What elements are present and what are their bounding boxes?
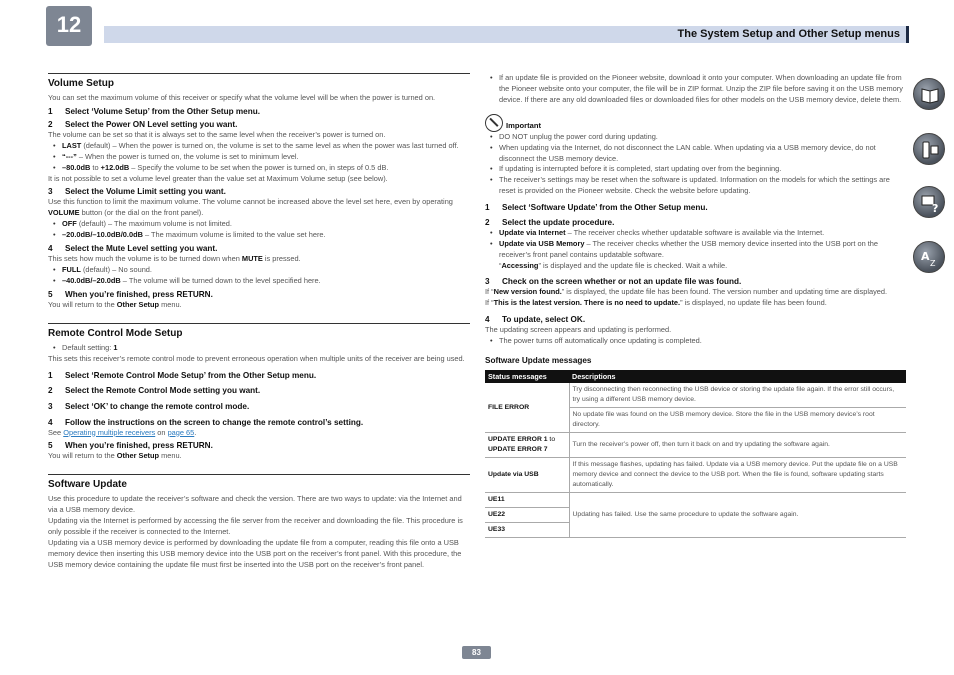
remote-icon[interactable]: [913, 133, 945, 165]
update-step-2-note: “Accessing” is displayed and the update file is checked. Wait a while.: [499, 260, 728, 270]
important-label: Important: [506, 121, 542, 131]
list-item: • OFF (default) – The maximum volume is not limited.: [48, 219, 470, 230]
volume-step-2-text: The volume can be set so that it is always set to the same level when the receiver’s power is turned on.: [48, 129, 386, 139]
table-row: [485, 458, 906, 493]
list-item: • DO NOT unplug the power cord during updating.: [485, 132, 906, 143]
svg-text:?: ?: [932, 202, 939, 213]
link-operating-multiple-receivers[interactable]: Operating multiple receivers: [63, 427, 156, 437]
list-item: • If an update file is provided on the Pioneer website, download it onto your computer. When downloading an update file from the Pioneer website onto your computer, the file will be in ZIP format. Unzip the ZIP file before saving it on the USB memory device. If there are any old downloaded files or downloaded files for other models on the USB memory device, delete them.: [485, 73, 906, 106]
status-file-error: FILE ERROR: [485, 383, 569, 433]
remote-step-5-text: You will return to the Other Setup menu.: [48, 451, 182, 461]
software-update-heading: Software Update: [48, 474, 470, 491]
chapter-tab: [46, 6, 92, 46]
page-header-title: The System Setup and Other Setup menus: [677, 28, 900, 40]
update-step-1: 1 Select ‘Software Update’ from the Other Setup menu.: [485, 203, 708, 213]
description-cell: If this message flashes, updating has failed. Update via a USB memory device. Put the update file on a USB memory device and connect the device to the USB port. When the file is found, software updating starts automatically.: [569, 458, 906, 493]
remote-mode-heading: Remote Control Mode Setup: [48, 323, 470, 340]
list-item: • If updating is interrupted before it is completed, start updating over from the beginning.: [485, 164, 906, 175]
list-item: • Default setting: 1: [48, 343, 470, 354]
update-step-2: 2 Select the update procedure.: [485, 218, 615, 228]
volume-setup-heading: Volume Setup: [48, 73, 470, 90]
messages-heading: Software Update messages: [485, 356, 592, 366]
list-item: • When updating via the Internet, do not disconnect the LAN cable. When updating via a USB memory device, do not disconnect the USB memory device.: [485, 143, 906, 165]
description-cell: Try disconnecting then reconnecting the USB device or storing the update file again. If the error still occurs, try using a different USB memory device.: [569, 383, 906, 408]
remote-step-1: 1 Select ‘Remote Control Mode Setup’ from the Other Setup menu.: [48, 370, 317, 380]
volume-step-5-text: You will return to the Other Setup menu.: [48, 299, 182, 309]
volume-step-4: 4 Select the Mute Level setting you want.: [48, 244, 218, 254]
chapter-number: 12: [56, 12, 82, 37]
messages-table: [485, 370, 906, 538]
question-icon[interactable]: [913, 186, 945, 218]
svg-text:A: A: [921, 250, 930, 263]
volume-step-2-note: It is not possible to set a volume level greater than the value set at Maximum Volume setup (see below).: [48, 173, 388, 183]
remote-mode-text: This sets this receiver’s remote control mode to prevent erroneous operation when multiple units of the receiver are being used.: [48, 353, 465, 363]
list-item: • –20.0dB/–10.0dB/0.0dB – The maximum volume is limited to the value set here.: [48, 230, 470, 241]
software-update-p3: Updating via a USB memory device is performed by downloading the update file from a computer, reading this file onto a USB memory device then inserting this USB memory device into the USB port on the receiver’s front panel. With this procedure, the USB memory device containing the update file must first be inserted into the USB port on the receiver’s front panel.: [48, 537, 462, 569]
right-column: [485, 73, 906, 538]
glossary-icon[interactable]: [913, 241, 945, 273]
status-ue33: UE33: [485, 523, 569, 538]
list-item: • LAST (default) – When the power is turned on, the volume is set to the same level as when the power was last turned off.: [48, 141, 470, 152]
volume-step-4-text: This sets how much the volume is to be turned down when MUTE is pressed.: [48, 254, 301, 264]
svg-text:Z: Z: [930, 259, 936, 268]
list-item: • –40.0dB/–20.0dB – The volume will be turned down to the level specified here.: [48, 276, 470, 287]
list-item: • The receiver’s settings may be reset when the software is updated. Information on the models for which the settings are reset is provided on the Pioneer website. Check the website before updating.: [485, 175, 906, 197]
important-block: [485, 114, 906, 132]
remote-step-5: 5 When you’re finished, press RETURN.: [48, 441, 213, 451]
page-number: 83: [462, 646, 491, 659]
list-item: • Update via USB Memory – The receiver checks whether the USB memory device inserted into the USB port on the receiver’s front panel contains updatable software.: [485, 239, 906, 261]
update-step-4: 4 To update, select OK.: [485, 314, 586, 324]
book-icon[interactable]: [913, 78, 945, 110]
list-item: • The power turns off automatically once updating is completed.: [485, 336, 906, 347]
status-ue11: UE11: [485, 493, 569, 508]
update-step-4-text: The updating screen appears and updating is performed.: [485, 324, 672, 334]
description-cell: Updating has failed. Use the same procedure to update the software again.: [569, 493, 906, 538]
status-ue22: UE22: [485, 508, 569, 523]
volume-step-2: 2 Select the Power ON Level setting you want.: [48, 119, 238, 129]
table-row: [485, 383, 906, 408]
status-update-error: UPDATE ERROR 1 to UPDATE ERROR 7: [485, 433, 569, 458]
remote-see-also: See Operating multiple receivers on page 65.: [48, 427, 197, 437]
table-row: [485, 493, 906, 508]
volume-intro: You can set the maximum volume of this receiver or specify what the volume level will be when the power is turned on.: [48, 93, 436, 102]
volume-step-3: 3 Select the Volume Limit setting you want.: [48, 187, 226, 197]
update-step-3: 3 Check on the screen whether or not an update file was found.: [485, 276, 742, 286]
software-update-p1: Use this procedure to update the receiver’s software and check the version. There are two ways to update: via the Internet and via a USB memory device.: [48, 494, 462, 515]
link-page-65[interactable]: page 65: [167, 427, 195, 437]
description-cell: Turn the receiver’s power off, then turn it back on and try updating the software again.: [569, 433, 906, 458]
software-update-p2: Updating via the Internet is performed by accessing the file server from the receiver and downloading the file. This procedure is only possible if the receiver is connected to the Internet.: [48, 516, 463, 537]
list-item: • Update via Internet – The receiver checks whether updatable software is available via the Internet.: [485, 228, 906, 239]
column-header-description: Descriptions: [569, 370, 906, 383]
description-cell: No update file was found on the USB memory device. Store the file in the USB memory device’s root directory.: [569, 408, 906, 433]
column-header-status: Status messages: [485, 370, 569, 383]
left-column: [48, 73, 470, 571]
update-step-3-text-1: If “New version found.” is displayed, the update file has been found. The version number and updating time are displayed.: [485, 286, 888, 296]
remote-step-3: 3 Select ‘OK’ to change the remote control mode.: [48, 401, 250, 411]
update-step-3-text-2: If “This is the latest version. There is no need to update.” is displayed, no update file has been found.: [485, 297, 827, 307]
table-row: [485, 433, 906, 458]
important-icon: [485, 114, 503, 132]
remote-step-4: 4 Follow the instructions on the screen to change the remote control’s setting.: [48, 417, 364, 427]
table-header-row: [485, 370, 906, 383]
status-update-via-usb: Update via USB: [485, 458, 569, 493]
volume-step-5: 5 When you’re finished, press RETURN.: [48, 289, 213, 299]
list-item: • –80.0dB to +12.0dB – Specify the volume to be set when the power is turned on, in steps of 0.5 dB.: [48, 163, 470, 174]
volume-step-1: 1 Select ‘Volume Setup’ from the Other Setup menu.: [48, 106, 261, 116]
header-bar: [104, 26, 906, 43]
remote-step-2: 2 Select the Remote Control Mode setting you want.: [48, 385, 261, 395]
list-item: • “---” – When the power is turned on, the volume is set to minimum level.: [48, 152, 470, 163]
header-edge: [906, 26, 909, 43]
list-item: • FULL (default) – No sound.: [48, 265, 470, 276]
volume-step-3-text: Use this function to limit the maximum volume. The volume cannot be increased above the level set here, even by operating VOLUME button (or the dial on the front panel).: [48, 197, 453, 218]
